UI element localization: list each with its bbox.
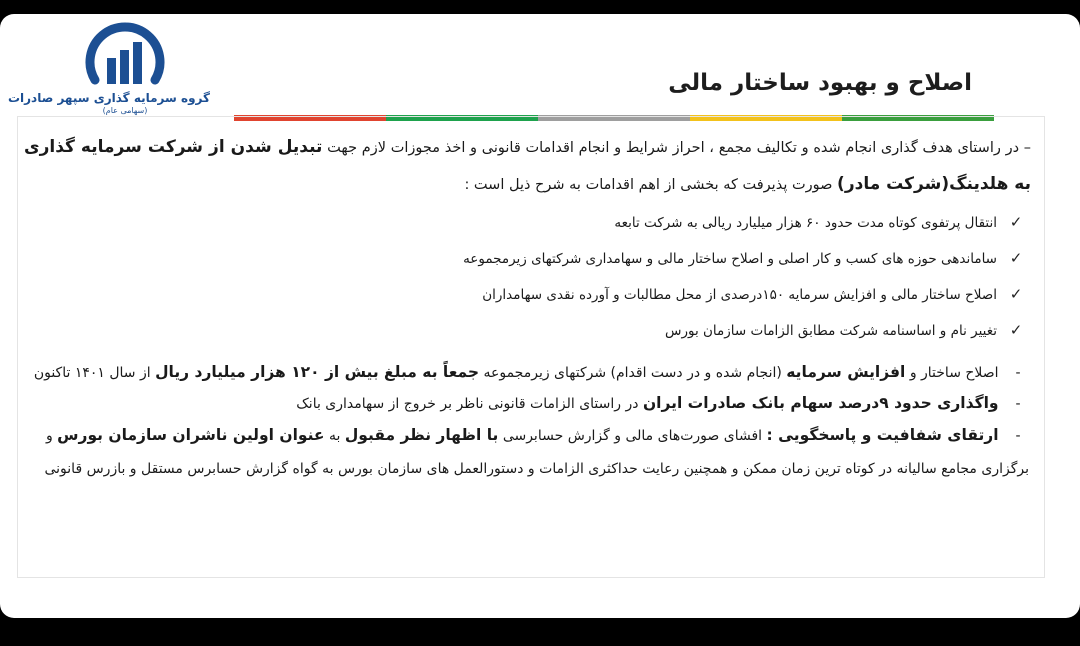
check-icon: ✓: [1009, 213, 1023, 231]
bullet-dash: -: [1015, 396, 1021, 412]
bullet-bank-divestment: [24, 388, 1031, 419]
bullet-dash: -: [1015, 428, 1021, 444]
check-icon: ✓: [1009, 249, 1023, 267]
intro-dash: –: [1023, 140, 1032, 156]
bullet-bold: واگذاری حدود ۹درصد سهام بانک صادرات ایران: [642, 394, 999, 412]
bullet-bold: افزایش سرمایه: [786, 363, 906, 381]
bullet-text: به: [328, 428, 341, 444]
bullet-text: و برگزاری مجامع سالیانه در کوتاه ترین زمان ممکن و همچنین رعایت حداکثری الزامات و دستورالعمل های سازمان بورس به گواه گزارش حسابرس مستقل و بازرس قانونی: [44, 428, 1029, 477]
bullet-capital-increase: [24, 357, 1031, 388]
intro-bold-holding: تبدیل شدن از شرکت سرمایه گذاری به هلدینگ(شرکت مادر): [24, 137, 1031, 194]
intro-text-1: در راستای هدف گذاری انجام شده و تکالیف مجمع ، احراز شرایط و انجام اقدامات قانونی و اخذ مجوزات لازم جهت: [327, 140, 1020, 156]
bullet-text: از سال ۱۴۰۱ تاکنون: [33, 365, 151, 381]
check-icon: ✓: [1009, 321, 1023, 339]
check-item-text: تغییر نام و اساسنامه شرکت مطابق الزامات سازمان بورس: [664, 323, 997, 339]
check-item: [24, 281, 1027, 317]
bar-chart-ring-icon: [83, 20, 167, 90]
bullet-bold: جمعاً به مبلغ بیش از ۱۲۰ هزار میلیارد ریال: [155, 363, 480, 381]
bullet-text: (انجام شده و در دست اقدام) شرکتهای زیرمجموعه: [483, 365, 782, 381]
check-item: [24, 245, 1027, 281]
checklist: [24, 209, 1031, 353]
check-icon: ✓: [1009, 285, 1023, 303]
bullet-transparency: [24, 419, 1031, 486]
content-box: [17, 116, 1045, 578]
company-logo: [7, 20, 210, 130]
check-item-text: اصلاح ساختار مالی و افزایش سرمایه ۱۵۰درصدی از محل مطالبات و آورده نقدی سهامداران: [482, 287, 997, 303]
slide-title: اصلاح و بهبود ساختار مالی: [668, 70, 972, 96]
bullet-dash: -: [1015, 365, 1021, 381]
bullet-bold: ارتقای شفافیت و پاسخگویی :: [766, 426, 999, 444]
bullet-bold: با اظهار نظر مقبول: [344, 426, 499, 444]
bullet-text: اصلاح ساختار و: [909, 365, 999, 381]
check-item: [24, 317, 1027, 353]
bullet-list: [24, 357, 1031, 486]
check-item-text: انتقال پرتفوی کوتاه مدت حدود ۶۰ هزار میلیارد ریالی به شرکت تابعه: [614, 215, 997, 231]
bullet-bold: عنوان اولین ناشران سازمان بورس: [57, 426, 325, 444]
logo-company-type: (سهامی عام): [102, 106, 148, 115]
bullet-text: در راستای الزامات قانونی ناظر بر خروج از سهامداری بانک: [296, 396, 639, 412]
intro-paragraph: [24, 129, 1031, 203]
intro-text-2: صورت پذیرفت که بخشی از اهم اقدامات به شرح ذیل است :: [464, 177, 833, 193]
check-item-text: ساماندهی حوزه های کسب و کار اصلی و اصلاح ساختار مالی و سهامداری شرکتهای زیرمجموعه: [463, 251, 997, 267]
check-item: [24, 209, 1027, 245]
bullet-text: افشای صورت‌های مالی و گزارش حسابرسی: [502, 428, 763, 444]
logo-company-name: گروه سرمایه گذاری سپهر صادرات: [7, 91, 210, 105]
